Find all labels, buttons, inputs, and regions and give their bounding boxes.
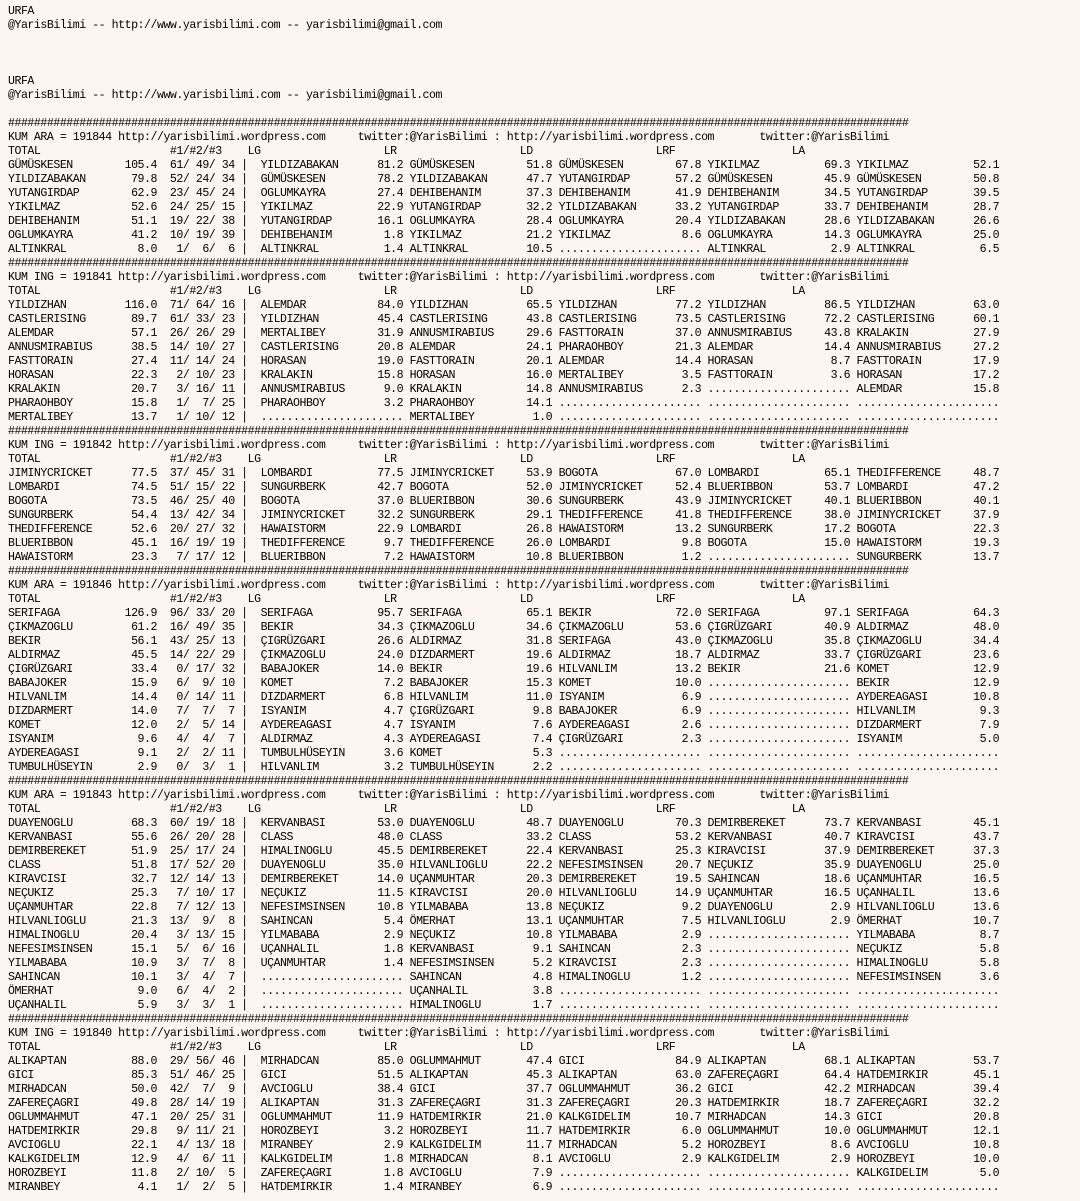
table-row: TUMBULHÜSEYIN 2.9 0/ 3/ 1 | HILVANLIM 3.2 TUMBULHÜSEYIN 2.2 ...................... ...................... ...................... [8, 761, 1000, 774]
table-row: KALKGIDELIM 12.9 4/ 6/ 11 | KALKGIDELIM 1.8 MIRHADCAN 8.1 AVCIOGLU 2.9 KALKGIDELIM 2.9 HOROZBEYI 10.0 [8, 1153, 1000, 1166]
table-row: NEÇUKIZ 25.3 7/ 10/ 17 | NEÇUKIZ 11.5 KIRAVCISI 20.0 HILVANLIOGLU 14.9 UÇANMUHTAR 16.5 UÇANHALIL 13.6 [8, 887, 1000, 900]
race-title: KUM ARA = 191844 http://yarisbilimi.wordpress.com twitter:@YarisBilimi : http://yarisbilimi.wordpress.com twitter:@YarisBilimi [8, 131, 889, 144]
table-row: KRALAKIN 20.7 3/ 16/ 11 | ANNUSMIRABIUS 9.0 KRALAKIN 14.8 ANNUSMIRABIUS 2.3 ...................... ALEMDAR 15.8 [8, 383, 1000, 396]
table-row: HIMALINOGLU 20.4 3/ 13/ 15 | YILMABABA 2.9 NEÇUKIZ 10.8 YILMABABA 2.9 ...................... YILMABABA 8.7 [8, 929, 1000, 942]
table-row: ÇIGRÜZGARI 33.4 0/ 17/ 32 | BABAJOKER 14.0 BEKIR 19.6 HILVANLIM 13.2 BEKIR 21.6 KOMET 12.9 [8, 663, 1000, 676]
table-row: SUNGURBERK 54.4 13/ 42/ 34 | JIMINYCRICKET 32.2 SUNGURBERK 29.1 THEDIFFERENCE 41.8 THEDIFFERENCE 38.0 JIMINYCRICKET 37.9 [8, 509, 1000, 522]
table-row: DIZDARMERT 14.0 7/ 7/ 7 | ISYANIM 4.7 ÇIGRÜZGARI 9.8 BABAJOKER 6.9 ...................... HILVANLIM 9.3 [8, 705, 1000, 718]
race-title: KUM ING = 191840 http://yarisbilimi.wordpress.com twitter:@YarisBilimi : http://yarisbilimi.wordpress.com twitter:@YarisBilimi [8, 1027, 889, 1040]
table-row: HORASAN 22.3 2/ 10/ 23 | KRALAKIN 15.8 HORASAN 16.0 MERTALIBEY 3.5 FASTTORAIN 3.6 HORASAN 17.2 [8, 369, 1000, 382]
separator-line: ########################################################################################################################################### [8, 775, 909, 788]
table-row: BLUERIBBON 45.1 16/ 19/ 19 | THEDIFFERENCE 9.7 THEDIFFERENCE 26.0 LOMBARDI 9.8 BOGOTA 15.0 HAWAISTORM 19.3 [8, 537, 1000, 550]
table-row: BEKIR 56.1 43/ 25/ 13 | ÇIGRÜZGARI 26.6 ALDIRMAZ 31.8 SERIFAGA 43.0 ÇIKMAZOGLU 35.8 ÇIKMAZOGLU 34.4 [8, 635, 1000, 648]
separator-line: ########################################################################################################################################### [8, 117, 909, 130]
table-row: ALDIRMAZ 45.5 14/ 22/ 29 | ÇIKMAZOGLU 24.0 DIZDARMERT 19.6 ALDIRMAZ 18.7 ALDIRMAZ 33.7 ÇIGRÜZGARI 23.6 [8, 649, 1000, 662]
table-row: ANNUSMIRABIUS 38.5 14/ 10/ 27 | CASTLERISING 20.8 ALEMDAR 24.1 PHARAOHBOY 21.3 ALEMDAR 14.4 ANNUSMIRABIUS 27.2 [8, 341, 1000, 354]
table-row: YILMABABA 10.9 3/ 7/ 8 | UÇANMUHTAR 1.4 NEFESIMSINSEN 5.2 KIRAVCISI 2.3 ...................... HIMALINOGLU 5.8 [8, 957, 1000, 970]
table-row: LOMBARDI 74.5 51/ 15/ 22 | SUNGURBERK 42.7 BOGOTA 52.0 JIMINYCRICKET 52.4 BLUERIBBON 53.7 LOMBARDI 47.2 [8, 481, 1000, 494]
table-row: BOGOTA 73.5 46/ 25/ 40 | BOGOTA 37.0 BLUERIBBON 30.6 SUNGURBERK 43.9 JIMINYCRICKET 40.1 BLUERIBBON 40.1 [8, 495, 1000, 508]
table-row: PHARAOHBOY 15.8 1/ 7/ 25 | PHARAOHBOY 3.2 PHARAOHBOY 14.1 ...................... ...................... ...................... [8, 397, 1000, 410]
table-row: SAHINCAN 10.1 3/ 4/ 7 | ...................... SAHINCAN 4.8 HIMALINOGLU 1.2 ...................... NEFESIMSINSEN 3.6 [8, 971, 1000, 984]
table-row: CLASS 51.8 17/ 52/ 20 | DUAYENOGLU 35.0 HILVANLIOGLU 22.2 NEFESIMSINSEN 20.7 NEÇUKIZ 35.9 DUAYENOGLU 25.0 [8, 859, 1000, 872]
table-row: OGLUMMAHMUT 47.1 20/ 25/ 31 | OGLUMMAHMUT 11.9 HATDEMIRKIR 21.0 KALKGIDELIM 10.7 MIRHADCAN 14.3 GICI 20.8 [8, 1111, 1000, 1124]
table-row: THEDIFFERENCE 52.6 20/ 27/ 32 | HAWAISTORM 22.9 LOMBARDI 26.8 HAWAISTORM 13.2 SUNGURBERK 17.2 BOGOTA 22.3 [8, 523, 1000, 536]
table-row: FASTTORAIN 27.4 11/ 14/ 24 | HORASAN 19.0 FASTTORAIN 20.1 ALEMDAR 14.4 HORASAN 8.7 FASTTORAIN 17.9 [8, 355, 1000, 368]
table-row: MIRANBEY 4.1 1/ 2/ 5 | HATDEMIRKIR 1.4 MIRANBEY 6.9 ...................... ...................... ...................... [8, 1181, 1000, 1194]
table-row: SERIFAGA 126.9 96/ 33/ 20 | SERIFAGA 95.7 SERIFAGA 65.1 BEKIR 72.0 SERIFAGA 97.1 SERIFAGA 64.3 [8, 607, 1000, 620]
column-header: TOTAL #1/#2/#3 LG LR LD LRF LA [8, 285, 805, 298]
table-row: MIRHADCAN 50.0 42/ 7/ 9 | AVCIOGLU 38.4 GICI 37.7 OGLUMMAHMUT 36.2 GICI 42.2 MIRHADCAN 39.4 [8, 1083, 1000, 1096]
table-row: JIMINYCRICKET 77.5 37/ 45/ 31 | LOMBARDI 77.5 JIMINYCRICKET 53.9 BOGOTA 67.0 LOMBARDI 65.1 THEDIFFERENCE 48.7 [8, 467, 1000, 480]
table-row: KOMET 12.0 2/ 5/ 14 | AYDEREAGASI 4.7 ISYANIM 7.6 AYDEREAGASI 2.6 ...................... DIZDARMERT 7.9 [8, 719, 1000, 732]
table-row: ALEMDAR 57.1 26/ 26/ 29 | MERTALIBEY 31.9 ANNUSMIRABIUS 29.6 FASTTORAIN 37.0 ANNUSMIRABIUS 43.8 KRALAKIN 27.9 [8, 327, 1000, 340]
table-row: MERTALIBEY 13.7 1/ 10/ 12 | ...................... MERTALIBEY 1.0 ...................... ...................... ...................... [8, 411, 1000, 424]
separator-line: ########################################################################################################################################### [8, 425, 909, 438]
table-row: UÇANMUHTAR 22.8 7/ 12/ 13 | NEFESIMSINSEN 10.8 YILMABABA 13.8 NEÇUKIZ 9.2 DUAYENOGLU 2.9 HILVANLIOGLU 13.6 [8, 901, 1000, 914]
table-row: DUAYENOGLU 68.3 60/ 19/ 18 | KERVANBASI 53.0 DUAYENOGLU 48.7 DUAYENOGLU 70.3 DEMIRBEREKET 73.7 KERVANBASI 45.1 [8, 817, 1000, 830]
table-row: ZAFEREÇAGRI 49.8 28/ 14/ 19 | ALIKAPTAN 31.3 ZAFEREÇAGRI 31.3 ZAFEREÇAGRI 20.3 HATDEMIRKIR 18.7 ZAFEREÇAGRI 32.2 [8, 1097, 1000, 1110]
table-row: DEMIRBEREKET 51.9 25/ 17/ 24 | HIMALINOGLU 45.5 DEMIRBEREKET 22.4 KERVANBASI 25.3 KIRAVCISI 37.9 DEMIRBEREKET 37.3 [8, 845, 1000, 858]
table-row: KERVANBASI 55.6 26/ 20/ 28 | CLASS 48.0 CLASS 33.2 CLASS 53.2 KERVANBASI 40.7 KIRAVCISI 43.7 [8, 831, 1000, 844]
table-row: CASTLERISING 89.7 61/ 33/ 23 | YILDIZHAN 45.4 CASTLERISING 43.8 CASTLERISING 73.5 CASTLERISING 72.2 CASTLERISING 60.1 [8, 313, 1000, 326]
column-header: TOTAL #1/#2/#3 LG LR LD LRF LA [8, 803, 805, 816]
contact-line: @YarisBilimi -- http://www.yarisbilimi.com -- yarisbilimi@gmail.com [8, 19, 442, 32]
table-row: YIKILMAZ 52.6 24/ 25/ 15 | YIKILMAZ 22.9 YUTANGIRDAP 32.2 YILDIZABAKAN 33.2 YUTANGIRDAP 33.7 DEHIBEHANIM 28.7 [8, 201, 1000, 214]
separator-line: ########################################################################################################################################### [8, 257, 909, 270]
table-row: KIRAVCISI 32.7 12/ 14/ 13 | DEMIRBEREKET 14.0 UÇANMUHTAR 20.3 DEMIRBEREKET 19.5 SAHINCAN 18.6 UÇANMUHTAR 16.5 [8, 873, 1000, 886]
separator-line: ########################################################################################################################################### [8, 565, 909, 578]
column-header: TOTAL #1/#2/#3 LG LR LD LRF LA [8, 453, 805, 466]
table-row: HOROZBEYI 11.8 2/ 10/ 5 | ZAFEREÇAGRI 1.8 AVCIOGLU 7.9 ...................... ...................... KALKGIDELIM 5.0 [8, 1167, 1000, 1180]
table-row: AVCIOGLU 22.1 4/ 13/ 18 | MIRANBEY 2.9 KALKGIDELIM 11.7 MIRHADCAN 5.2 HOROZBEYI 8.6 AVCIOGLU 10.8 [8, 1139, 1000, 1152]
table-row: HATDEMIRKIR 29.8 9/ 11/ 21 | HOROZBEYI 3.2 HOROZBEYI 11.7 HATDEMIRKIR 6.0 OGLUMMAHMUT 10.0 OGLUMMAHMUT 12.1 [8, 1125, 1000, 1138]
race-title: KUM ARA = 191846 http://yarisbilimi.wordpress.com twitter:@YarisBilimi : http://yarisbilimi.wordpress.com twitter:@YarisBilimi [8, 579, 889, 592]
race-blocks [8, 117, 999, 1194]
table-row: DEHIBEHANIM 51.1 19/ 22/ 38 | YUTANGIRDAP 16.1 OGLUMKAYRA 28.4 OGLUMKAYRA 20.4 YILDIZABAKAN 28.6 YILDIZABAKAN 26.6 [8, 215, 1000, 228]
table-row: AYDEREAGASI 9.1 2/ 2/ 11 | TUMBULHÜSEYIN 3.6 KOMET 5.3 ...................... ...................... ...................... [8, 747, 1000, 760]
table-row: YILDIZABAKAN 79.8 52/ 24/ 34 | GÜMÜSKESEN 78.2 YILDIZABAKAN 47.7 YUTANGIRDAP 57.2 GÜMÜSKESEN 45.9 GÜMÜSKESEN 50.8 [8, 173, 1000, 186]
table-row: GÜMÜSKESEN 105.4 61/ 49/ 34 | YILDIZABAKAN 81.2 GÜMÜSKESEN 51.8 GÜMÜSKESEN 67.8 YIKILMAZ 69.3 YIKILMAZ 52.1 [8, 159, 1000, 172]
table-row: ALTINKRAL 8.0 1/ 6/ 6 | ALTINKRAL 1.4 ALTINKRAL 10.5 ...................... ALTINKRAL 2.9 ALTINKRAL 6.5 [8, 243, 1000, 256]
page-title: URFA [8, 5, 34, 18]
table-row: HILVANLIOGLU 21.3 13/ 9/ 8 | SAHINCAN 5.4 ÖMERHAT 13.1 UÇANMUHTAR 7.5 HILVANLIOGLU 2.9 ÖMERHAT 10.7 [8, 915, 1000, 928]
table-row: ÖMERHAT 9.0 6/ 4/ 2 | ...................... UÇANHALIL 3.8 ...................... ...................... ...................... [8, 985, 1000, 998]
contact-line-repeat: @YarisBilimi -- http://www.yarisbilimi.com -- yarisbilimi@gmail.com [8, 89, 442, 102]
table-row: GICI 85.3 51/ 46/ 25 | GICI 51.5 ALIKAPTAN 45.3 ALIKAPTAN 63.0 ZAFEREÇAGRI 64.4 HATDEMIRKIR 45.1 [8, 1069, 1000, 1082]
table-row: ALIKAPTAN 88.0 29/ 56/ 46 | MIRHADCAN 85.0 OGLUMMAHMUT 47.4 GICI 84.9 ALIKAPTAN 68.1 ALIKAPTAN 53.7 [8, 1055, 1000, 1068]
separator-line: ########################################################################################################################################### [8, 1013, 909, 1026]
race-title: KUM ARA = 191843 http://yarisbilimi.wordpress.com twitter:@YarisBilimi : http://yarisbilimi.wordpress.com twitter:@YarisBilimi [8, 789, 889, 802]
race-title: KUM ING = 191842 http://yarisbilimi.wordpress.com twitter:@YarisBilimi : http://yarisbilimi.wordpress.com twitter:@YarisBilimi [8, 439, 889, 452]
table-row: OGLUMKAYRA 41.2 10/ 19/ 39 | DEHIBEHANIM 1.8 YIKILMAZ 21.2 YIKILMAZ 8.6 OGLUMKAYRA 14.3 OGLUMKAYRA 25.0 [8, 229, 1000, 242]
table-row: BABAJOKER 15.9 6/ 9/ 10 | KOMET 7.2 BABAJOKER 15.3 KOMET 10.0 ...................... BEKIR 12.9 [8, 677, 1000, 690]
column-header: TOTAL #1/#2/#3 LG LR LD LRF LA [8, 1041, 805, 1054]
table-row: YUTANGIRDAP 62.9 23/ 45/ 24 | OGLUMKAYRA 27.4 DEHIBEHANIM 37.3 DEHIBEHANIM 41.9 DEHIBEHANIM 34.5 YUTANGIRDAP 39.5 [8, 187, 1000, 200]
table-row: ISYANIM 9.6 4/ 4/ 7 | ALDIRMAZ 4.3 AYDEREAGASI 7.4 ÇIGRÜZGARI 2.3 ...................... ISYANIM 5.0 [8, 733, 1000, 746]
table-row: HAWAISTORM 23.3 7/ 17/ 12 | BLUERIBBON 7.2 HAWAISTORM 10.8 BLUERIBBON 1.2 ...................... SUNGURBERK 13.7 [8, 551, 1000, 564]
column-header: TOTAL #1/#2/#3 LG LR LD LRF LA [8, 145, 805, 158]
page-title-repeat: URFA [8, 75, 34, 88]
column-header: TOTAL #1/#2/#3 LG LR LD LRF LA [8, 593, 805, 606]
table-row: ÇIKMAZOGLU 61.2 16/ 49/ 35 | BEKIR 34.3 ÇIKMAZOGLU 34.6 ÇIKMAZOGLU 53.6 ÇIGRÜZGARI 40.9 ALDIRMAZ 48.0 [8, 621, 1000, 634]
race-title: KUM ING = 191841 http://yarisbilimi.wordpress.com twitter:@YarisBilimi : http://yarisbilimi.wordpress.com twitter:@YarisBilimi [8, 271, 889, 284]
table-row: HILVANLIM 14.4 0/ 14/ 11 | DIZDARMERT 6.8 HILVANLIM 11.0 ISYANIM 6.9 ...................... AYDEREAGASI 10.8 [8, 691, 1000, 704]
table-row: NEFESIMSINSEN 15.1 5/ 6/ 16 | UÇANHALIL 1.8 KERVANBASI 9.1 SAHINCAN 2.3 ...................... NEÇUKIZ 5.8 [8, 943, 1000, 956]
table-row: UÇANHALIL 5.9 3/ 3/ 1 | ...................... HIMALINOGLU 1.7 ...................... ...................... ...................... [8, 999, 1000, 1012]
table-row: YILDIZHAN 116.0 71/ 64/ 16 | ALEMDAR 84.0 YILDIZHAN 65.5 YILDIZHAN 77.2 YILDIZHAN 86.5 YILDIZHAN 63.0 [8, 299, 1000, 312]
